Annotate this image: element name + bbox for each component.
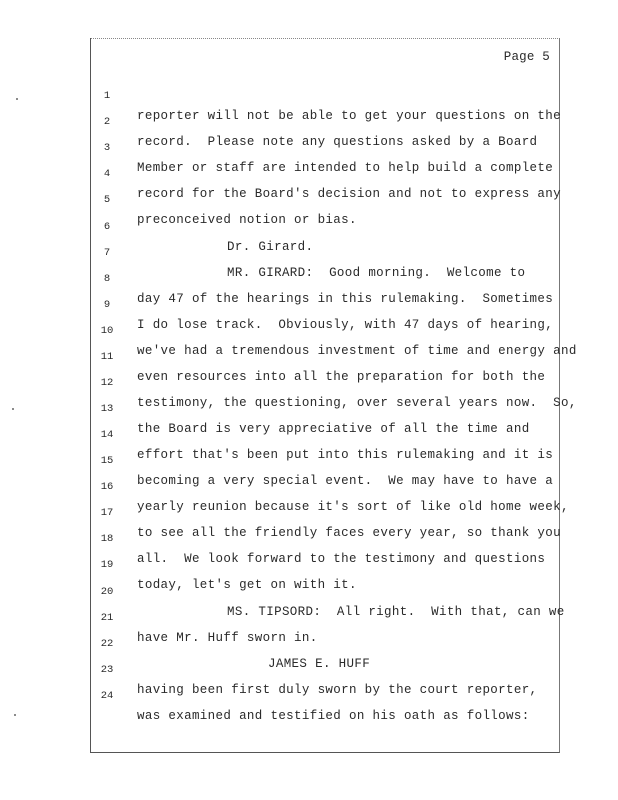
line-text: MR. GIRARD: Good morning. Welcome to [227,266,526,280]
line-number: 8 [103,273,111,285]
line-number: 24 [100,690,114,702]
line-text: reporter will not be able to get your questions on the [137,109,561,123]
line-text: yearly reunion because it's sort of like old home week, [137,500,569,514]
line-text: I do lose track. Obviously, with 47 days of hearing, [137,318,554,332]
line-text: JAMES E. HUFF [268,657,371,671]
line-text: testimony, the questioning, over several years now. So, [137,396,577,410]
line-number: 23 [100,664,114,676]
line-number: 4 [103,168,111,180]
line-number: 18 [100,533,114,545]
line-text: preconceived notion or bias. [137,213,357,227]
line-number: 7 [103,247,111,259]
line-text: having been first duly sworn by the court reporter, [137,683,538,697]
line-number: 19 [100,559,114,571]
line-number: 11 [100,351,114,363]
line-text: MS. TIPSORD: All right. With that, can we [227,605,565,619]
line-number: 6 [103,221,111,233]
line-number: 22 [100,638,114,650]
line-text: to see all the friendly faces every year, so thank you [137,526,561,540]
scan-speck [12,408,14,410]
transcript-line [0,66,618,123]
line-number: 13 [100,403,114,415]
line-text: becoming a very special event. We may have to have a [137,474,554,488]
line-text: day 47 of the hearings in this rulemaking. Sometimes [137,292,554,306]
line-number: 15 [100,455,114,467]
line-text: was examined and testified on his oath as follows: [137,709,530,723]
line-text: all. We look forward to the testimony and questions [137,552,546,566]
line-number: 2 [103,116,111,128]
line-number: 5 [103,194,111,206]
line-number: 12 [100,377,114,389]
line-number: 14 [100,429,114,441]
line-text: record. Please note any questions asked by a Board [137,135,538,149]
line-number: 17 [100,507,114,519]
line-number: 16 [100,481,114,493]
scan-speck [16,98,18,100]
scan-speck [14,714,16,716]
line-text: have Mr. Huff sworn in. [137,631,318,645]
line-text: Member or staff are intended to help build a complete [137,161,554,175]
line-number: 9 [103,299,111,311]
line-text: record for the Board's decision and not to express any [137,187,561,201]
line-text: today, let's get on with it. [137,578,357,592]
line-number: 20 [100,586,114,598]
line-text: the Board is very appreciative of all the time and [137,422,530,436]
line-number: 10 [100,325,114,337]
line-number: 21 [100,612,114,624]
line-text: even resources into all the preparation for both the [137,370,546,384]
page-number: Page 5 [503,50,550,64]
line-number: 3 [103,142,111,154]
line-text: Dr. Girard. [227,240,314,254]
line-text: effort that's been put into this rulemaking and it is [137,448,554,462]
line-text: we've had a tremendous investment of time and energy and [137,344,577,358]
line-number: 1 [103,90,111,102]
